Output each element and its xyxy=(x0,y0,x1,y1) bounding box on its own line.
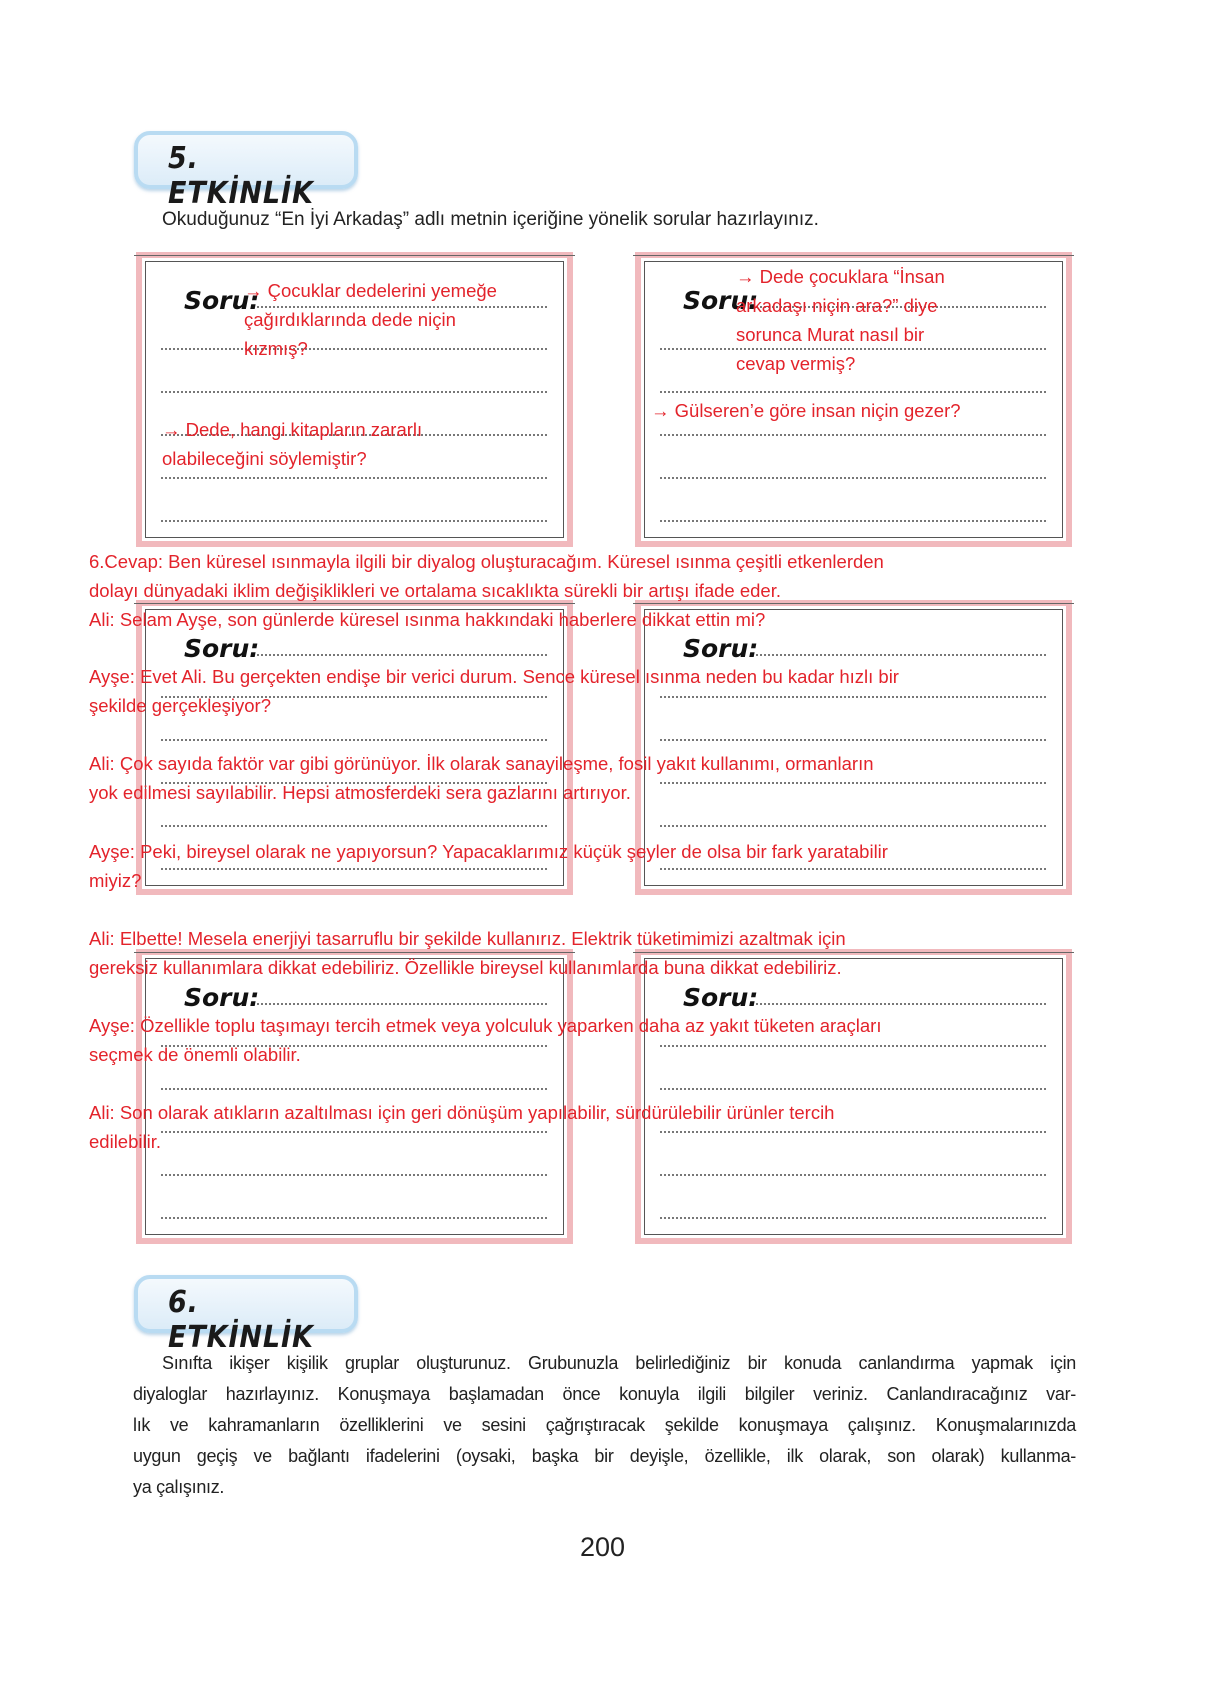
answer-line[interactable] xyxy=(660,477,1046,479)
answer-line[interactable] xyxy=(660,739,1046,741)
answer-line[interactable] xyxy=(161,739,547,741)
activity-6-badge xyxy=(134,1275,358,1355)
answer-text-line: Ali: Elbette! Mesela enerjiyi tasarruflu bir şekilde kullanırız. Elektrik tüketimimizi azaltmak için xyxy=(89,928,846,949)
question-box xyxy=(635,252,1072,547)
answer-line[interactable] xyxy=(660,1217,1046,1219)
handwritten-question: sorunca Murat nasıl bir xyxy=(736,324,925,345)
handwritten-question: arkadaşı niçin ara?” diye xyxy=(736,295,938,316)
answer-line[interactable] xyxy=(161,477,547,479)
handwritten-question: kızmış? xyxy=(244,338,308,359)
answer-line[interactable] xyxy=(660,696,1046,698)
answer-line[interactable] xyxy=(257,1003,547,1005)
handwritten-question: → Çocuklar dedelerini yemeğe xyxy=(244,280,497,301)
answer-line[interactable] xyxy=(161,1131,547,1133)
answer-line[interactable] xyxy=(161,1174,547,1176)
answer-line[interactable] xyxy=(756,1003,1046,1005)
answer-line[interactable] xyxy=(161,1088,547,1090)
answer-text-line: edilebilir. xyxy=(89,1131,161,1152)
paragraph-line: ya çalışınız. xyxy=(133,1477,225,1497)
answer-line[interactable] xyxy=(660,868,1046,870)
answer-text-line: miyiz? xyxy=(89,870,142,891)
answer-text-line: Ali: Çok sayıda faktör var gibi görünüyor. İlk olarak sanayileşme, fosil yakıt kullanımı, ormanların xyxy=(89,753,874,774)
answer-line[interactable] xyxy=(660,1131,1046,1133)
answer-line[interactable] xyxy=(660,348,1046,350)
activity-6-title: 6. ETKİNLİK xyxy=(168,1285,314,1355)
answer-line[interactable] xyxy=(756,654,1046,656)
answer-line[interactable] xyxy=(257,654,547,656)
answer-line[interactable] xyxy=(660,1088,1046,1090)
handwritten-question: → Gülseren’e göre insan niçin gezer? xyxy=(651,400,961,421)
activity-5-title: 5. ETKİNLİK xyxy=(168,141,314,211)
answer-line[interactable] xyxy=(161,825,547,827)
answer-text-line: Ayşe: Evet Ali. Bu gerçekten endişe bir verici durum. Sence küresel ısınma neden bu kadar hızlı bir xyxy=(89,666,899,687)
answer-line[interactable] xyxy=(660,520,1046,522)
soru-label: Soru: xyxy=(683,286,759,315)
answer-line[interactable] xyxy=(660,825,1046,827)
answer-line[interactable] xyxy=(660,782,1046,784)
answer-text-line: Ayşe: Peki, bireysel olarak ne yapıyorsun? Yapacaklarımız küçük şeyler de olsa bir fark yaratabilir xyxy=(89,841,888,862)
answer-text-line: 6.Cevap: Ben küresel ısınmayla ilgili bir diyalog oluşturacağım. Küresel ısınma çeşitli etkenlerden xyxy=(89,551,884,572)
answer-line[interactable] xyxy=(161,348,547,350)
handwritten-question: çağırdıklarında dede niçin xyxy=(244,309,456,330)
question-box xyxy=(136,949,573,1244)
answer-line[interactable] xyxy=(161,520,547,522)
answer-text-line: dolayı dünyadaki iklim değişiklikleri ve ortalama sıcaklıkta sürekli bir artışı ifade eder. xyxy=(89,580,781,601)
handwritten-question: → Dede, hangi kitapların zararlı xyxy=(162,419,423,440)
paragraph-line: uygun geçiş ve bağlantı ifadelerini (oysaki, başka bir deyişle, özellikle, ilk olarak, son olarak) kullanma- xyxy=(133,1446,1076,1466)
answer-text-line: Ali: Son olarak atıkların azaltılması için geri dönüşüm yapılabilir, sürdürülebilir ürünler tercih xyxy=(89,1102,835,1123)
soru-label: Soru: xyxy=(184,286,260,315)
activity-5-instruction: Okuduğunuz “En İyi Arkadaş” adlı metnin içeriğine yönelik sorular hazırlayınız. xyxy=(162,209,819,230)
answer-line[interactable] xyxy=(257,306,547,308)
answer-text-line: gereksiz kullanımlara dikkat edebiliriz. Özellikle bireysel kullanımlarda buna dikkat edebiliriz. xyxy=(89,957,842,978)
answer-line[interactable] xyxy=(660,1174,1046,1176)
paragraph-line: lık ve kahramanların özelliklerini ve sesini çağrıştıracak şekilde konuşmaya çalışınız. Konuşmalarınızda xyxy=(133,1415,1076,1435)
handwritten-question: → Dede çocuklara “İnsan xyxy=(736,266,945,287)
answer-text-line: yok edilmesi sayılabilir. Hepsi atmosferdeki sera gazlarını artırıyor. xyxy=(89,782,631,803)
paragraph-line: diyaloglar hazırlayınız. Konuşmaya başlamadan önce konuyla ilgili bilgiler veriniz. Canlandıracağınız var- xyxy=(133,1384,1076,1404)
paragraph-line: Sınıfta ikişer kişilik gruplar oluşturunuz. Grubunuzla belirlediğiniz bir konuda canlandırma yapmak için xyxy=(162,1353,1076,1373)
answer-line[interactable] xyxy=(161,1217,547,1219)
page-number: 200 xyxy=(580,1532,626,1562)
answer-line[interactable] xyxy=(161,391,547,393)
answer-line[interactable] xyxy=(660,434,1046,436)
answer-text-line: seçmek de önemli olabilir. xyxy=(89,1044,301,1065)
answer-text-line: Ali: Selam Ayşe, son günlerde küresel ısınma hakkındaki haberlere dikkat ettin mi? xyxy=(89,609,766,630)
answer-line[interactable] xyxy=(660,391,1046,393)
answer-line[interactable] xyxy=(161,868,547,870)
activity-5-badge xyxy=(134,131,358,211)
answer-line[interactable] xyxy=(660,1045,1046,1047)
question-box xyxy=(136,252,573,547)
soru-label: Soru: xyxy=(683,634,759,663)
answer-text-line: şekilde gerçekleşiyor? xyxy=(89,695,272,716)
handwritten-question: cevap vermiş? xyxy=(736,353,856,374)
soru-label: Soru: xyxy=(184,634,260,663)
handwritten-question: olabileceğini söylemiştir? xyxy=(162,448,367,469)
answer-text-line: Ayşe: Özellikle toplu taşımayı tercih etmek veya yolculuk yaparken daha az yakıt tüketen araçları xyxy=(89,1015,882,1036)
soru-label: Soru: xyxy=(683,983,759,1012)
soru-label: Soru: xyxy=(184,983,260,1012)
question-box xyxy=(635,949,1072,1244)
